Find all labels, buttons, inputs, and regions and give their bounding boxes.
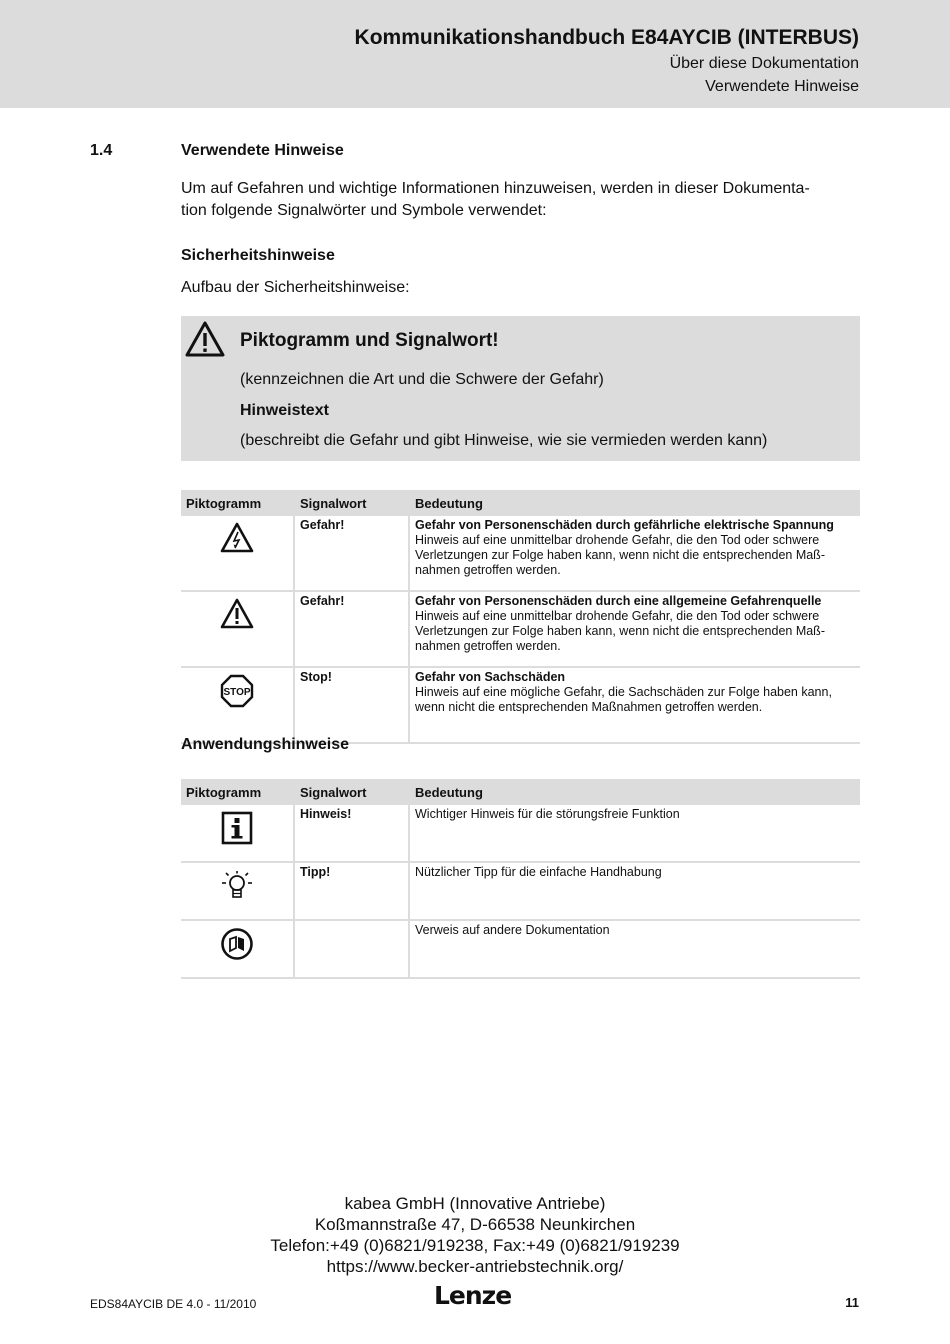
signal-word: Stop!: [294, 667, 409, 743]
signal-word: Tipp!: [294, 862, 409, 920]
address-line: https://www.becker-antriebstechnik.org/: [326, 1257, 624, 1276]
signal-word: Gefahr!: [294, 516, 409, 591]
signal-word: [294, 920, 409, 978]
pictogram-cell: [181, 667, 294, 743]
document-title: Kommunikationshandbuch E84AYCIB (INTERBUS): [354, 26, 859, 49]
column-header-meaning: Bedeutung: [409, 779, 860, 805]
info-icon: [221, 811, 253, 845]
meaning-cell: Nützlicher Tipp für die einfache Handhabung: [409, 862, 860, 920]
pictogram-cell: [181, 862, 294, 920]
pictogram-cell: [181, 920, 294, 978]
footer-address: [0, 1193, 950, 1277]
meaning-line: Verletzungen zur Folge haben kann, wenn nicht die entsprechenden Maß-: [415, 624, 825, 638]
warning-box: [181, 316, 860, 461]
safety-table: [181, 490, 860, 744]
section-title-header: Verwendete Hinweise: [705, 78, 859, 95]
meaning-line: Hinweis auf eine unmittelbar drohende Gefahr, die den Tod oder schwere: [415, 533, 820, 547]
page-header: [0, 0, 950, 108]
address-line: Telefon:+49 (0)6821/919238, Fax:+49 (0)6821/919239: [270, 1236, 680, 1255]
meaning-cell: Verweis auf andere Dokumentation: [409, 920, 860, 978]
warning-triangle-icon: [185, 320, 225, 358]
warning-box-line: (kennzeichnen die Art und die Schwere der Gefahr): [240, 371, 604, 388]
meaning-cell: [409, 516, 860, 591]
meaning-cell: Wichtiger Hinweis für die störungsfreie Funktion: [409, 805, 860, 862]
application-table: [181, 779, 860, 979]
column-header-pictogram: Piktogramm: [181, 779, 294, 805]
lenze-logo: Lenze: [434, 1281, 512, 1310]
warning-box-heading: Piktogramm und Signalwort!: [240, 330, 499, 351]
intro-line: tion folgende Signalwörter und Symbole verwendet:: [181, 202, 547, 219]
meaning-cell: [409, 667, 860, 743]
page-number: 11: [845, 1295, 859, 1310]
table-row: [181, 920, 860, 978]
application-heading: Anwendungshinweise: [181, 736, 350, 753]
pictogram-cell: [181, 805, 294, 862]
meaning-line: nahmen getroffen werden.: [415, 563, 561, 577]
meaning-line: Hinweis auf eine unmittelbar drohende Gefahr, die den Tod oder schwere: [415, 609, 820, 623]
table-row: [181, 591, 860, 667]
address-line: Koßmannstraße 47, D-66538 Neunkirchen: [314, 1215, 636, 1234]
general-hazard-icon: [220, 598, 254, 630]
meaning-title: Gefahr von Sachschäden: [415, 670, 566, 684]
meaning-line: wenn nicht die entsprechenden Maßnahmen getroffen werden.: [415, 700, 763, 714]
meaning-line: Verletzungen zur Folge haben kann, wenn nicht die entsprechenden Maß-: [415, 548, 825, 562]
meaning-title: Gefahr von Personenschäden durch eine allgemeine Gefahrenquelle: [415, 594, 822, 608]
table-row: [181, 667, 860, 743]
table-row: [181, 805, 860, 862]
meaning-cell: [409, 591, 860, 667]
column-header-signal: Signalwort: [294, 490, 409, 516]
chapter-title: Über diese Dokumentation: [669, 55, 859, 72]
section-heading: Verwendete Hinweise: [181, 142, 344, 159]
warning-box-line: (beschreibt die Gefahr und gibt Hinweise, wie sie vermieden werden kann): [240, 432, 768, 449]
meaning-line: Hinweis auf eine mögliche Gefahr, die Sachschäden zur Folge haben kann,: [415, 685, 832, 699]
table-row: [181, 516, 860, 591]
meaning-line: nahmen getroffen werden.: [415, 639, 561, 653]
warning-box-hinweistext: Hinweistext: [240, 402, 329, 419]
section-number: 1.4: [90, 142, 113, 159]
safety-structure-text: Aufbau der Sicherheitshinweise:: [181, 279, 410, 296]
column-header-meaning: Bedeutung: [409, 490, 860, 516]
stop-icon: [220, 674, 254, 708]
signal-word: Hinweis!: [294, 805, 409, 862]
address-line: kabea GmbH (Innovative Antriebe): [344, 1194, 606, 1213]
intro-paragraph: [181, 178, 861, 222]
meaning-title: Gefahr von Personenschäden durch gefährliche elektrische Spannung: [415, 518, 834, 532]
pictogram-cell: [181, 591, 294, 667]
lightbulb-icon: [220, 869, 254, 901]
pictogram-cell: [181, 516, 294, 591]
safety-heading: Sicherheitshinweise: [181, 247, 335, 264]
table-row: [181, 862, 860, 920]
intro-line: Um auf Gefahren und wichtige Informationen hinzuweisen, werden in dieser Dokumenta-: [181, 180, 810, 197]
column-header-pictogram: Piktogramm: [181, 490, 294, 516]
document-id: EDS84AYCIB DE 4.0 - 11/2010: [90, 1297, 257, 1311]
column-header-signal: Signalwort: [294, 779, 409, 805]
svg-text:STOP: STOP: [223, 687, 251, 698]
reference-icon: [220, 927, 254, 961]
electrical-hazard-icon: [220, 522, 254, 554]
signal-word: Gefahr!: [294, 591, 409, 667]
